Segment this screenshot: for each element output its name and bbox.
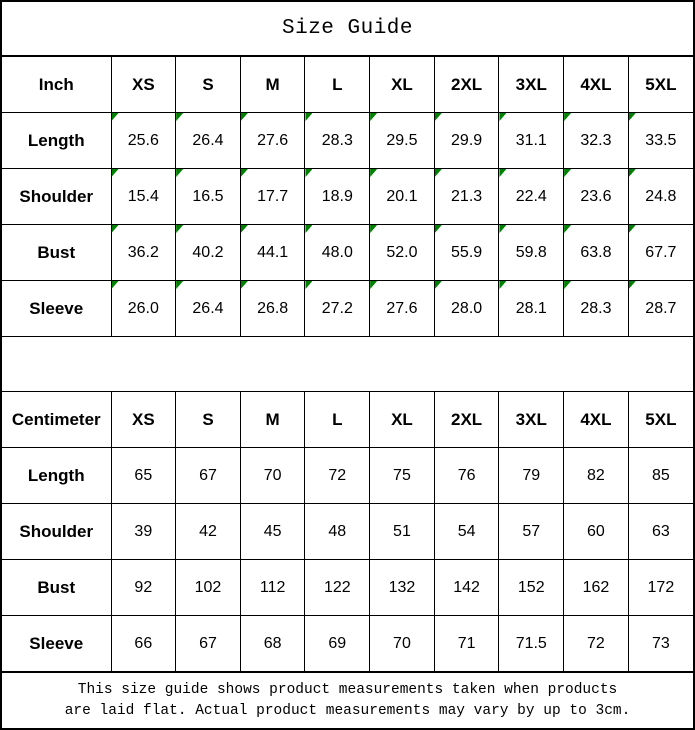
corner-marker-icon xyxy=(112,169,119,177)
measurement-value-cell: 18.9 xyxy=(305,169,370,225)
footer-note xyxy=(2,672,693,728)
measurement-value-cell: 48.0 xyxy=(305,225,370,281)
measurement-value-cell: 27.2 xyxy=(305,281,370,337)
corner-marker-icon xyxy=(435,225,442,233)
measurement-value-cell: 42 xyxy=(176,504,241,560)
size-header-cell: XL xyxy=(370,392,435,448)
measurement-value-cell: 92 xyxy=(111,560,176,616)
measurement-value-cell: 132 xyxy=(370,560,435,616)
measurement-value-cell: 51 xyxy=(370,504,435,560)
measurement-value-cell: 71.5 xyxy=(499,616,564,672)
measurement-value-cell: 28.7 xyxy=(628,281,693,337)
measurement-value-cell: 21.3 xyxy=(434,169,499,225)
measurement-value-cell: 28.0 xyxy=(434,281,499,337)
measurement-row xyxy=(2,281,693,337)
measurement-value-cell: 162 xyxy=(564,560,629,616)
measurement-value-cell: 15.4 xyxy=(111,169,176,225)
corner-marker-icon xyxy=(629,225,636,233)
size-guide-title: Size Guide xyxy=(2,2,693,56)
measurement-value-cell: 67 xyxy=(176,616,241,672)
size-header-cell: 5XL xyxy=(628,57,693,113)
measurement-value-cell: 68 xyxy=(240,616,305,672)
measurement-value-cell: 67 xyxy=(176,448,241,504)
inch-size-table xyxy=(2,56,693,337)
size-header-row xyxy=(2,57,693,113)
measurement-value-cell: 70 xyxy=(370,616,435,672)
measurement-value-cell: 70 xyxy=(240,448,305,504)
measurement-value-cell: 26.4 xyxy=(176,113,241,169)
size-header-cell: L xyxy=(305,57,370,113)
size-header-cell: 2XL xyxy=(434,392,499,448)
measurement-row xyxy=(2,504,693,560)
corner-marker-icon xyxy=(305,281,312,289)
measurement-value-cell: 66 xyxy=(111,616,176,672)
corner-marker-icon xyxy=(435,281,442,289)
corner-marker-icon xyxy=(241,169,248,177)
measurement-value-cell: 55.9 xyxy=(434,225,499,281)
measurement-value-cell: 20.1 xyxy=(370,169,435,225)
measurement-value-cell: 24.8 xyxy=(628,169,693,225)
measurement-value-cell: 29.5 xyxy=(370,113,435,169)
measurement-row xyxy=(2,225,693,281)
measurement-value-cell: 57 xyxy=(499,504,564,560)
measurement-value-cell: 63 xyxy=(628,504,693,560)
corner-marker-icon xyxy=(112,281,119,289)
corner-marker-icon xyxy=(176,113,183,121)
measurement-value-cell: 27.6 xyxy=(370,281,435,337)
corner-marker-icon xyxy=(370,113,377,121)
corner-marker-icon xyxy=(629,113,636,121)
measurement-label-cell: Shoulder xyxy=(2,504,111,560)
measurement-label-cell: Bust xyxy=(2,225,111,281)
corner-marker-icon xyxy=(370,225,377,233)
corner-marker-icon xyxy=(629,169,636,177)
size-header-cell: 4XL xyxy=(564,57,629,113)
measurement-value-cell: 22.4 xyxy=(499,169,564,225)
corner-marker-icon xyxy=(370,281,377,289)
corner-marker-icon xyxy=(305,225,312,233)
corner-marker-icon xyxy=(305,169,312,177)
measurement-value-cell: 17.7 xyxy=(240,169,305,225)
measurement-value-cell: 48 xyxy=(305,504,370,560)
size-header-cell: 5XL xyxy=(628,392,693,448)
measurement-value-cell: 26.8 xyxy=(240,281,305,337)
measurement-label-cell: Shoulder xyxy=(2,169,111,225)
unit-header-cell: Centimeter xyxy=(2,392,111,448)
measurement-value-cell: 75 xyxy=(370,448,435,504)
footer-note-line1: This size guide shows product measurements taken when products xyxy=(77,681,618,698)
corner-marker-icon xyxy=(176,169,183,177)
size-header-cell: M xyxy=(240,392,305,448)
corner-marker-icon xyxy=(499,113,506,121)
section-spacer xyxy=(2,337,693,391)
corner-marker-icon xyxy=(629,281,636,289)
measurement-value-cell: 39 xyxy=(111,504,176,560)
measurement-value-cell: 67.7 xyxy=(628,225,693,281)
corner-marker-icon xyxy=(176,281,183,289)
measurement-value-cell: 36.2 xyxy=(111,225,176,281)
measurement-value-cell: 16.5 xyxy=(176,169,241,225)
measurement-value-cell: 63.8 xyxy=(564,225,629,281)
measurement-value-cell: 65 xyxy=(111,448,176,504)
measurement-value-cell: 60 xyxy=(564,504,629,560)
footer-note-line2: are laid flat. Actual product measurements may vary by up to 3cm. xyxy=(64,703,631,719)
measurement-value-cell: 52.0 xyxy=(370,225,435,281)
measurement-value-cell: 44.1 xyxy=(240,225,305,281)
measurement-value-cell: 85 xyxy=(628,448,693,504)
corner-marker-icon xyxy=(370,169,377,177)
measurement-value-cell: 82 xyxy=(564,448,629,504)
corner-marker-icon xyxy=(241,225,248,233)
corner-marker-icon xyxy=(112,225,119,233)
size-header-cell: 4XL xyxy=(564,392,629,448)
size-header-row xyxy=(2,392,693,448)
measurement-value-cell: 29.9 xyxy=(434,113,499,169)
measurement-value-cell: 172 xyxy=(628,560,693,616)
measurement-value-cell: 69 xyxy=(305,616,370,672)
size-header-cell: XS xyxy=(111,57,176,113)
corner-marker-icon xyxy=(435,169,442,177)
measurement-value-cell: 122 xyxy=(305,560,370,616)
measurement-row xyxy=(2,113,693,169)
measurement-row xyxy=(2,169,693,225)
corner-marker-icon xyxy=(435,113,442,121)
measurement-value-cell: 31.1 xyxy=(499,113,564,169)
size-header-cell: 3XL xyxy=(499,392,564,448)
measurement-value-cell: 73 xyxy=(628,616,693,672)
corner-marker-icon xyxy=(176,225,183,233)
measurement-label-cell: Length xyxy=(2,448,111,504)
measurement-value-cell: 26.4 xyxy=(176,281,241,337)
measurement-row xyxy=(2,448,693,504)
corner-marker-icon xyxy=(564,169,571,177)
measurement-row xyxy=(2,616,693,672)
measurement-label-cell: Sleeve xyxy=(2,616,111,672)
measurement-value-cell: 25.6 xyxy=(111,113,176,169)
corner-marker-icon xyxy=(564,113,571,121)
measurement-value-cell: 142 xyxy=(434,560,499,616)
measurement-value-cell: 54 xyxy=(434,504,499,560)
measurement-value-cell: 152 xyxy=(499,560,564,616)
measurement-value-cell: 102 xyxy=(176,560,241,616)
measurement-label-cell: Sleeve xyxy=(2,281,111,337)
measurement-value-cell: 28.3 xyxy=(564,281,629,337)
size-header-cell: XL xyxy=(370,57,435,113)
size-header-cell: S xyxy=(176,57,241,113)
corner-marker-icon xyxy=(241,113,248,121)
corner-marker-icon xyxy=(499,225,506,233)
measurement-value-cell: 32.3 xyxy=(564,113,629,169)
measurement-value-cell: 76 xyxy=(434,448,499,504)
corner-marker-icon xyxy=(499,281,506,289)
corner-marker-icon xyxy=(564,281,571,289)
measurement-label-cell: Length xyxy=(2,113,111,169)
size-header-cell: XS xyxy=(111,392,176,448)
measurement-value-cell: 28.1 xyxy=(499,281,564,337)
measurement-value-cell: 40.2 xyxy=(176,225,241,281)
measurement-value-cell: 45 xyxy=(240,504,305,560)
measurement-value-cell: 59.8 xyxy=(499,225,564,281)
measurement-row xyxy=(2,560,693,616)
size-header-cell: 2XL xyxy=(434,57,499,113)
cm-size-table xyxy=(2,391,693,672)
size-header-cell: 3XL xyxy=(499,57,564,113)
corner-marker-icon xyxy=(305,113,312,121)
measurement-value-cell: 72 xyxy=(564,616,629,672)
size-header-cell: L xyxy=(305,392,370,448)
measurement-value-cell: 112 xyxy=(240,560,305,616)
measurement-value-cell: 79 xyxy=(499,448,564,504)
measurement-value-cell: 26.0 xyxy=(111,281,176,337)
measurement-value-cell: 71 xyxy=(434,616,499,672)
size-header-cell: M xyxy=(240,57,305,113)
corner-marker-icon xyxy=(564,225,571,233)
measurement-value-cell: 27.6 xyxy=(240,113,305,169)
corner-marker-icon xyxy=(499,169,506,177)
corner-marker-icon xyxy=(112,113,119,121)
measurement-label-cell: Bust xyxy=(2,560,111,616)
unit-header-cell: Inch xyxy=(2,57,111,113)
size-header-cell: S xyxy=(176,392,241,448)
measurement-value-cell: 72 xyxy=(305,448,370,504)
measurement-value-cell: 33.5 xyxy=(628,113,693,169)
measurement-value-cell: 28.3 xyxy=(305,113,370,169)
measurement-value-cell: 23.6 xyxy=(564,169,629,225)
corner-marker-icon xyxy=(241,281,248,289)
